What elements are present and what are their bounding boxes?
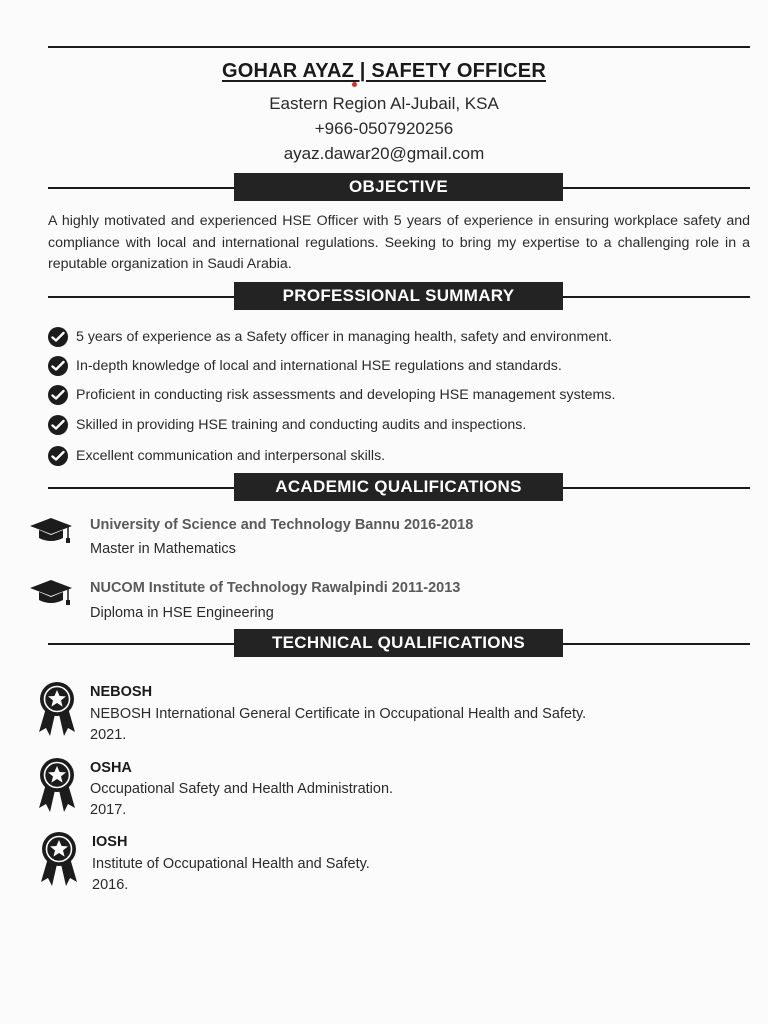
check-circle-icon: [48, 415, 68, 435]
award-ribbon-icon: [38, 830, 80, 893]
name-title: GOHAR AYAZ | SAFETY OFFICER: [221, 60, 546, 82]
contact-phone: +966-0507920256: [314, 119, 454, 138]
cert-description: Occupational Safety and Health Administration.: [90, 781, 394, 797]
section-heading-summary: PROFESSIONAL SUMMARY: [234, 282, 563, 310]
graduation-cap-icon: [28, 516, 74, 551]
list-item: [48, 446, 385, 468]
cert-title: NEBOSH: [90, 684, 153, 700]
underline-mark: [352, 82, 357, 87]
check-circle-icon: [48, 446, 68, 466]
academic-degree: Master in Mathematics: [90, 541, 236, 557]
cert-year: 2016.: [92, 877, 129, 893]
section-heading-objective: OBJECTIVE: [234, 173, 563, 201]
academic-title: NUCOM Institute of Technology Rawalpindi 2011-2013: [90, 580, 461, 596]
award-ribbon-icon: [36, 680, 78, 743]
cert-title: IOSH: [92, 834, 128, 850]
check-circle-icon: [48, 327, 68, 347]
summary-item-text: Skilled in providing HSE training and conducting audits and inspections.: [76, 417, 527, 433]
cert-year: 2021.: [90, 727, 127, 743]
cert-description: Institute of Occupational Health and Safety.: [92, 856, 370, 872]
academic-degree: Diploma in HSE Engineering: [90, 605, 274, 621]
contact-email: ayaz.dawar20@gmail.com: [283, 144, 485, 163]
summary-item-text: In-depth knowledge of local and international HSE regulations and standards.: [76, 358, 562, 374]
list-item: [48, 385, 615, 407]
contact-location: Eastern Region Al-Jubail, KSA: [269, 94, 499, 113]
list-item: [48, 327, 612, 349]
check-circle-icon: [48, 356, 68, 376]
objective-text: A highly motivated and experienced HSE Officer with 5 years of experience in ensuring workplace safety and compliance with local and international regulations. Seeking to bring my expertise to a challenging role in a reputable organization in Saudi Arabia.: [48, 213, 750, 272]
summary-item-text: Excellent communication and interpersonal skills.: [76, 448, 386, 464]
award-ribbon-icon: [36, 756, 78, 819]
academic-title: University of Science and Technology Bannu 2016-2018: [90, 517, 474, 533]
graduation-cap-icon: [28, 578, 74, 613]
check-circle-icon: [48, 385, 68, 405]
list-item: [48, 356, 562, 378]
section-heading-technical: TECHNICAL QUALIFICATIONS: [234, 629, 563, 657]
cert-description: NEBOSH International General Certificate in Occupational Health and Safety.: [90, 706, 587, 722]
top-rule: [48, 46, 750, 48]
list-item: [48, 415, 526, 437]
summary-item-text: 5 years of experience as a Safety officer in managing health, safety and environment.: [76, 329, 613, 345]
section-heading-academic: ACADEMIC QUALIFICATIONS: [234, 473, 563, 501]
summary-item-text: Proficient in conducting risk assessments and developing HSE management systems.: [76, 387, 616, 403]
cert-year: 2017.: [90, 802, 127, 818]
cert-title: OSHA: [90, 760, 132, 776]
